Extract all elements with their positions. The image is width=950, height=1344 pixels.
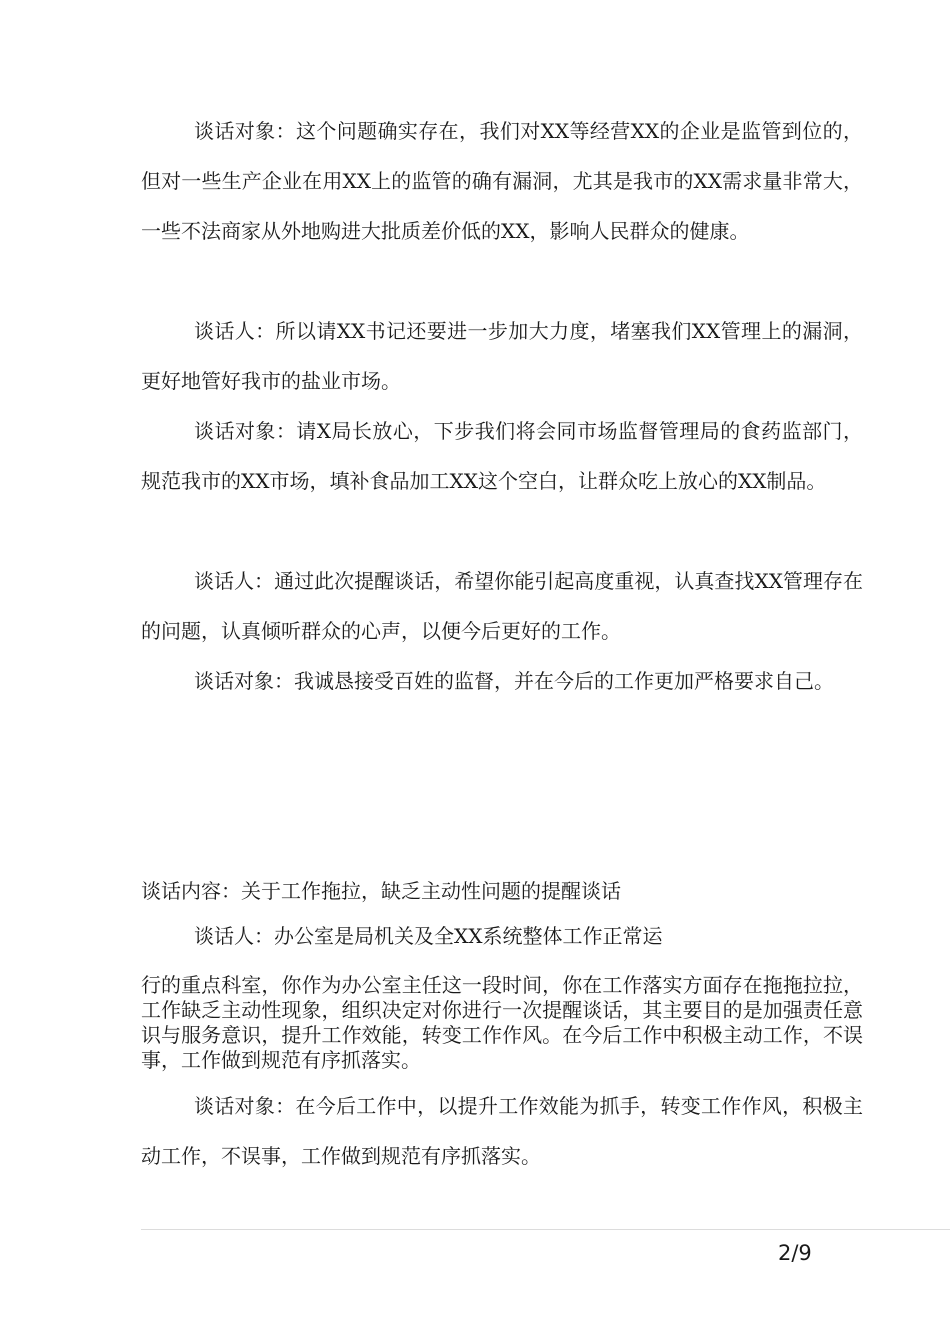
section-intro: 谈话人：办公室是局机关及全XX系统整体工作正常运: [194, 924, 663, 948]
page-number: 2/9: [778, 1241, 812, 1265]
paragraph-2: 谈话人：所以请XX书记还要进一步加大力度，堵塞我们XX管理上的漏洞，更好地管好我市的盐业市场。: [141, 319, 863, 393]
section-reply: 谈话对象：在今后工作中，以提升工作效能为抓手，转变工作作风，积极主动工作，不误事，工作做到规范有序抓落实。: [141, 1094, 863, 1168]
section-heading: 谈话内容：关于工作拖拉，缺乏主动性问题的提醒谈话: [141, 879, 621, 903]
paragraph-4: 谈话人：通过此次提醒谈话，希望你能引起高度重视，认真查找XX管理存在的问题，认真倾听群众的心声，以便今后更好的工作。: [141, 569, 863, 643]
paragraph-1: 谈话对象：这个问题确实存在，我们对XX等经营XX的企业是监管到位的，但对一些生产企业在用XX上的监管的确有漏洞，尤其是我市的XX需求量非常大，一些不法商家从外地购进大批质差价低的XX，影响人民群众的健康。: [141, 119, 863, 243]
paragraph-5: 谈话对象：我诚恳接受百姓的监督，并在今后的工作更加严格要求自己。: [194, 669, 834, 693]
section-body: 行的重点科室，你作为办公室主任这一段时间，你在工作落实方面存在拖拖拉拉，工作缺乏主动性现象，组织决定对你进行一次提醒谈话，其主要目的是加强责任意识与服务意识，提升工作效能，转变工作作风。在今后工作中积极主动工作，不误事，工作做到规范有序抓落实。: [141, 973, 863, 1072]
footer-divider: [141, 1229, 950, 1230]
paragraph-3: 谈话对象：请X局长放心，下步我们将会同市场监督管理局的食药监部门，规范我市的XX市场，填补食品加工XX这个空白，让群众吃上放心的XX制品。: [141, 419, 863, 493]
